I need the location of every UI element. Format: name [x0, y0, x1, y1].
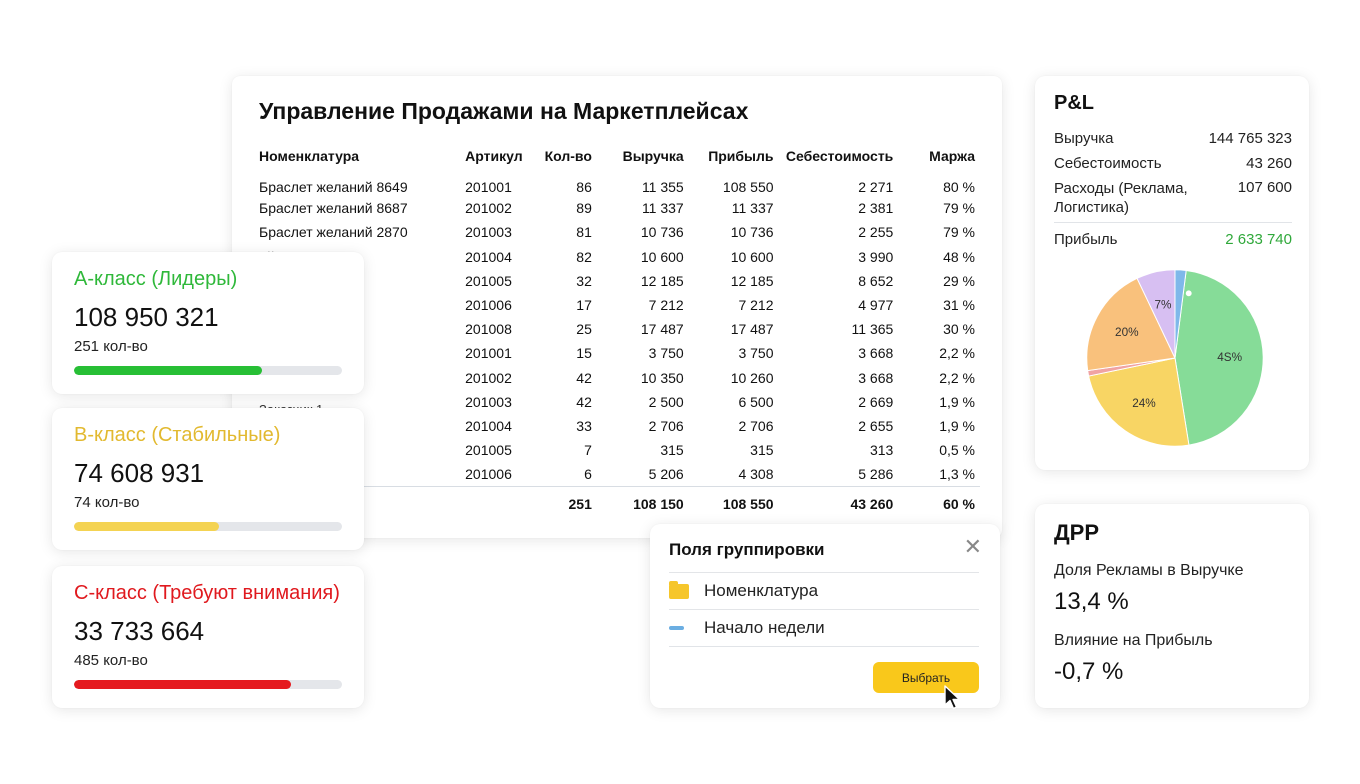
table-cell-qty: 89 [576, 200, 592, 217]
ad-share-value: 13,4 % [1054, 588, 1129, 615]
grouping-dialog [650, 524, 1000, 708]
pl-pie-chart [1077, 260, 1273, 456]
table-cell-cost: 2 381 [858, 200, 894, 217]
table-header-row [254, 146, 980, 172]
table-cell-profit: 6 500 [738, 393, 774, 410]
pie-label-4: 7% [1154, 298, 1172, 312]
table-cell-cost: 3 668 [858, 345, 894, 362]
table-cell-revenue: 7 212 [648, 297, 684, 314]
pl-row-revenue [1054, 130, 1292, 147]
class-b-title: B-класс (Стабильные) [74, 424, 281, 446]
table-cell-profit: 3 750 [738, 345, 774, 362]
table-cell-qty: 86 [576, 179, 592, 196]
class-c-progress-fill [74, 680, 291, 689]
table-cell-article: 201002 [465, 200, 512, 217]
table-cell-profit: 4 308 [738, 466, 774, 483]
class-a-progress-fill [74, 366, 262, 375]
table-cell-qty: 33 [576, 417, 592, 434]
totals-article-cell [460, 486, 529, 516]
table-cell-revenue: 3 750 [648, 345, 684, 362]
table-cell-cost: 2 655 [858, 417, 894, 434]
table-cell-article: 201008 [465, 321, 512, 338]
totals-revenue: 108 150 [597, 486, 689, 516]
table-cell-margin: 0,5 % [939, 442, 975, 459]
table-row[interactable] [254, 220, 980, 244]
table-cell-article: 201006 [465, 466, 512, 483]
table-cell-name: Браслет желаний 2870 [259, 224, 408, 241]
table-cell-profit: 10 260 [730, 369, 774, 386]
table-cell-profit: 108 550 [722, 179, 774, 196]
table-cell-name: Браслет желаний 8687 [259, 200, 408, 217]
table-cell-article: 201003 [465, 393, 512, 410]
dialog-title: Поля группировки [669, 540, 825, 559]
pl-row-label: Себестоимость [1054, 155, 1162, 172]
totals-margin: 60 % [898, 486, 980, 516]
group-option-week-start[interactable] [669, 609, 979, 646]
table-cell-revenue: 11 337 [641, 200, 684, 217]
drr-card [1035, 504, 1309, 708]
drr-title: ДРР [1054, 520, 1100, 545]
table-cell-cost: 8 652 [858, 272, 894, 289]
table-cell-article: 201005 [465, 442, 512, 459]
table-cell-cost: 2 669 [858, 393, 894, 410]
class-c-title: C-класс (Требуют внимания) [74, 582, 340, 604]
dash-icon [669, 626, 684, 630]
class-c-value: 33 733 664 [74, 616, 205, 646]
folder-icon [669, 584, 689, 599]
totals-cost: 43 260 [779, 486, 899, 516]
pie-highlight-dot [1186, 290, 1192, 296]
pl-row-expenses [1054, 179, 1292, 217]
table-cell-article: 201005 [465, 272, 512, 289]
table-cell-cost: 3 668 [858, 369, 894, 386]
class-c-progress-track [74, 680, 342, 689]
table-cell-margin: 1,9 % [939, 417, 975, 434]
table-cell-margin: 2,2 % [939, 345, 975, 362]
column-header-nomenclature[interactable]: Номенклатура [259, 148, 360, 164]
class-a-progress-track [74, 366, 342, 375]
pie-label-0: 4S% [1217, 351, 1243, 365]
table-cell-revenue: 10 736 [640, 224, 684, 241]
table-cell-margin: 31 % [943, 297, 975, 314]
table-cell-qty: 7 [584, 442, 592, 459]
table-cell-qty: 32 [576, 272, 592, 289]
table-cell-margin: 48 % [943, 248, 975, 265]
group-option-nomenclature[interactable] [669, 572, 979, 609]
table-cell-margin: 79 % [943, 224, 975, 241]
class-b-card[interactable] [52, 408, 364, 550]
class-c-count: 485 кол-во [74, 652, 148, 669]
totals-qty: 251 [530, 486, 597, 516]
pie-label-1: 24% [1132, 396, 1156, 410]
table-cell-qty: 42 [576, 393, 592, 410]
table-cell-margin: 30 % [943, 321, 975, 338]
pl-row-cost [1054, 155, 1292, 172]
table-cell-article: 201001 [465, 345, 512, 362]
column-header-profit[interactable]: Прибыль [708, 148, 774, 164]
table-cell-revenue: 2 500 [648, 393, 684, 410]
ad-share-label: Доля Рекламы в Выручке [1054, 562, 1244, 579]
class-b-value: 74 608 931 [74, 458, 205, 488]
pl-profit-value: 2 633 740 [1225, 231, 1292, 248]
table-cell-qty: 15 [576, 345, 592, 362]
class-b-progress-track [74, 522, 342, 531]
pl-row-value: 107 600 [1237, 179, 1292, 196]
table-cell-article: 201004 [465, 417, 512, 434]
class-a-card[interactable] [52, 252, 364, 394]
pl-divider [1054, 222, 1292, 223]
table-cell-revenue: 17 487 [640, 321, 684, 338]
pie-label-3: 20% [1115, 326, 1139, 340]
table-cell-margin: 29 % [943, 272, 975, 289]
table-cell-cost: 2 271 [858, 179, 894, 196]
pl-row-profit [1054, 231, 1292, 248]
table-cell-revenue: 5 206 [648, 466, 684, 483]
totals-profit: 108 550 [689, 486, 779, 516]
pl-row-value: 144 765 323 [1208, 130, 1292, 147]
column-header-cost[interactable]: Себестоимость [785, 148, 894, 164]
pl-row-label: Выручка [1054, 130, 1114, 147]
table-cell-profit: 17 487 [730, 321, 774, 338]
table-row[interactable] [254, 172, 980, 196]
pl-title: P&L [1054, 92, 1094, 114]
table-cell-profit: 12 185 [730, 272, 774, 289]
table-cell-profit: 2 706 [738, 417, 774, 434]
close-icon[interactable]: ✕ [963, 534, 982, 559]
table-cell-margin: 79 % [943, 200, 975, 217]
table-cell-margin: 1,3 % [939, 466, 975, 483]
table-cell-cost: 4 977 [858, 297, 894, 314]
class-a-count: 251 кол-во [74, 338, 148, 355]
table-cell-revenue: 11 355 [641, 179, 684, 196]
table-cell-margin: 2,2 % [939, 369, 975, 386]
profit-impact-value: -0,7 % [1054, 658, 1124, 685]
table-cell-article: 201004 [465, 248, 512, 265]
mouse-cursor-icon [943, 685, 963, 711]
table-cell-qty: 82 [576, 248, 592, 265]
table-cell-margin: 1,9 % [939, 393, 975, 410]
page-title: Управление Продажами на Маркетплейсах [259, 98, 749, 124]
table-cell-cost: 313 [869, 442, 894, 459]
table-cell-qty: 25 [576, 321, 592, 338]
pl-row-value: 43 260 [1246, 155, 1292, 172]
class-c-card[interactable] [52, 566, 364, 708]
pl-row-label: Расходы (Реклама, Логистика) [1054, 180, 1188, 216]
class-a-value: 108 950 321 [74, 302, 219, 332]
table-cell-cost: 11 365 [851, 321, 894, 338]
column-header-margin[interactable]: Маржа [929, 148, 975, 164]
table-cell-cost: 2 255 [858, 224, 894, 241]
table-cell-profit: 7 212 [738, 297, 774, 314]
pl-profit-label: Прибыль [1054, 231, 1118, 248]
table-cell-revenue: 2 706 [648, 417, 684, 434]
table-cell-cost: 5 286 [858, 466, 894, 483]
table-cell-profit: 315 [750, 442, 774, 459]
table-cell-name: Браслет желаний 8649 [259, 179, 408, 196]
table-cell-cost: 3 990 [858, 248, 894, 265]
table-cell-article: 201001 [465, 179, 512, 196]
class-a-title: A-класс (Лидеры) [74, 268, 238, 290]
table-cell-article: 201003 [465, 224, 512, 241]
table-cell-profit: 10 600 [730, 248, 774, 265]
table-cell-revenue: 12 185 [640, 272, 684, 289]
table-cell-profit: 11 337 [731, 200, 774, 217]
table-cell-revenue: 10 350 [640, 369, 684, 386]
group-option-label: Номенклатура [704, 581, 819, 600]
table-cell-qty: 81 [576, 224, 592, 241]
column-header-revenue[interactable]: Выручка [622, 148, 684, 164]
table-cell-margin: 80 % [943, 179, 975, 196]
table-row[interactable] [254, 196, 980, 220]
profit-impact-label: Влияние на Прибыль [1054, 632, 1213, 649]
table-cell-article: 201002 [465, 369, 512, 386]
class-b-count: 74 кол-во [74, 494, 140, 511]
pl-card [1035, 76, 1309, 470]
column-header-quantity[interactable]: Кол-во [544, 148, 592, 164]
table-cell-revenue: 315 [660, 442, 684, 459]
table-cell-qty: 6 [584, 466, 592, 483]
table-cell-qty: 17 [576, 297, 592, 314]
class-b-progress-fill [74, 522, 219, 531]
table-row[interactable] [254, 390, 980, 414]
table-cell-article: 201006 [465, 297, 512, 314]
table-cell-profit: 10 736 [730, 224, 774, 241]
table-cell-qty: 42 [576, 369, 592, 386]
group-option-label: Начало недели [704, 618, 825, 637]
select-button[interactable]: Выбрать [873, 662, 979, 693]
table-cell-revenue: 10 600 [640, 248, 684, 265]
column-header-article[interactable]: Артикул [465, 148, 523, 164]
dialog-divider [669, 646, 979, 647]
